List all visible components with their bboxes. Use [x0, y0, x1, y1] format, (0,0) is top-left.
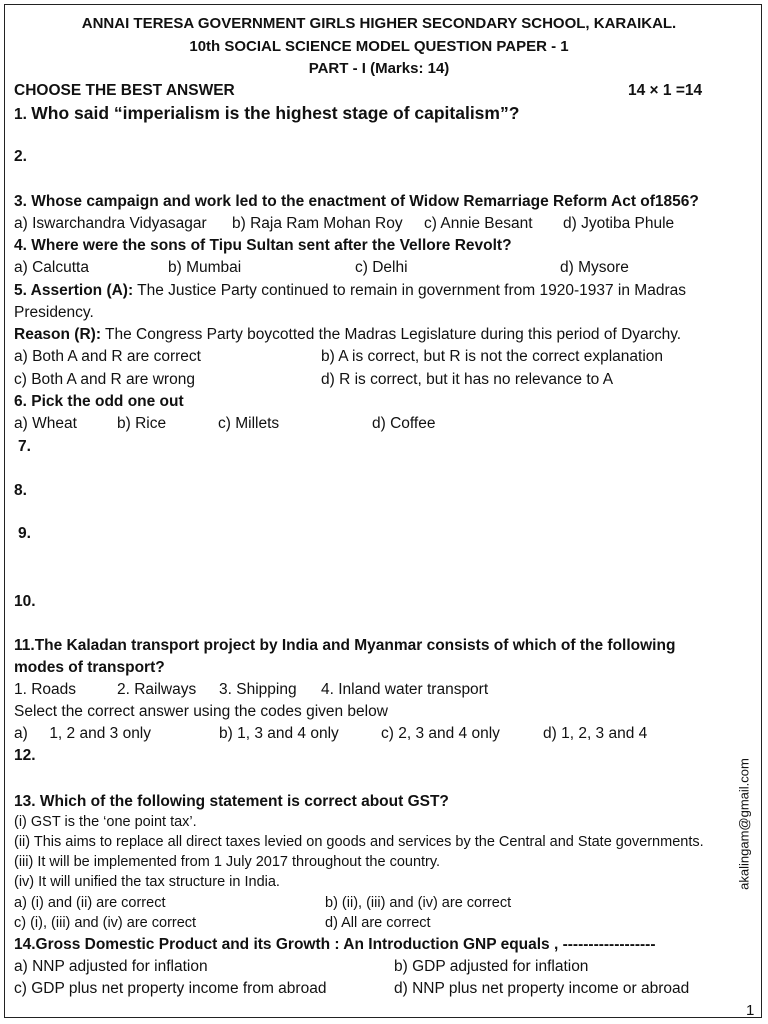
option: b) GDP adjusted for inflation	[394, 958, 589, 975]
option: b) Mumbai	[168, 259, 242, 276]
option: a) Wheat	[14, 415, 77, 432]
question-2: 2.	[14, 148, 27, 165]
option: a) 1, 2 and 3 only	[14, 725, 152, 742]
section-instruction: CHOOSE THE BEST ANSWER	[14, 82, 235, 99]
question-4: 4. Where were the sons of Tipu Sultan sent after the Vellore Revolt?	[14, 237, 512, 254]
question-text: Who said “imperialism is the highest stage of capitalism”?	[31, 103, 520, 123]
option: c) GDP plus net property income from abroad	[14, 980, 327, 997]
question-10: 10.	[14, 593, 36, 610]
reason-label: Reason (R):	[14, 326, 101, 343]
option: b) A is correct, but R is not the correct explanation	[321, 348, 664, 365]
question-12: 12.	[14, 747, 36, 764]
question-9: 9.	[18, 525, 31, 542]
statement: (iv) It will unified the tax structure in India.	[14, 874, 280, 890]
option: a) Both A and R are correct	[14, 348, 201, 365]
assertion-continuation: Presidency.	[14, 304, 94, 321]
option: c) Delhi	[355, 259, 408, 276]
author-email: akalingam@gmail.com	[736, 758, 752, 890]
list-item: 4. Inland water transport	[321, 681, 489, 698]
option: a) Iswarchandra Vidyasagar	[14, 215, 207, 232]
option: b) (ii), (iii) and (iv) are correct	[325, 895, 512, 911]
option: d) NNP plus net property income or abroad	[394, 980, 690, 997]
question-13: 13. Which of the following statement is correct about GST?	[14, 793, 449, 810]
question-7: 7.	[18, 438, 31, 455]
option: b) 1, 3 and 4 only	[219, 725, 339, 742]
option: a) (i) and (ii) are correct	[14, 895, 166, 911]
option: d) Jyotiba Phule	[563, 215, 675, 232]
option: d) All are correct	[325, 915, 431, 931]
school-name: ANNAI TERESA GOVERNMENT GIRLS HIGHER SECONDARY SCHOOL, KARAIKAL.	[81, 15, 677, 32]
question-5-assertion	[14, 281, 686, 301]
option: d) Mysore	[560, 259, 629, 276]
option: c) Millets	[218, 415, 280, 432]
reason-text: The Congress Party boycotted the Madras Legislature during this period of Dyarchy.	[100, 326, 682, 343]
option: c) 2, 3 and 4 only	[381, 725, 500, 742]
page-number: 1	[746, 1002, 755, 1019]
assertion-text: The Justice Party continued to remain in government from 1920-1937 in Madras	[133, 282, 686, 299]
statement: (iii) It will be implemented from 1 July 2017 throughout the country.	[14, 854, 441, 870]
question-number: 1.	[14, 106, 27, 123]
option: d) 1, 2, 3 and 4	[543, 725, 648, 742]
assertion-label: 5. Assertion (A):	[14, 282, 134, 299]
option: a) NNP adjusted for inflation	[14, 958, 208, 975]
question-8: 8.	[14, 482, 27, 499]
option: d) Coffee	[372, 415, 436, 432]
statement: (i) GST is the ‘one point tax’.	[14, 814, 197, 830]
option: c) Annie Besant	[424, 215, 533, 232]
option: b) Raja Ram Mohan Roy	[232, 215, 403, 232]
question-11-continuation: modes of transport?	[14, 659, 165, 676]
question-14: 14.Gross Domestic Product and its Growth : An Introduction GNP equals , ------------------	[14, 936, 656, 953]
list-item: 1. Roads	[14, 681, 77, 698]
question-11: 11.The Kaladan transport project by India and Myanmar consists of which of the following	[14, 637, 676, 654]
list-item: 2. Railways	[117, 681, 197, 698]
option: a) Calcutta	[14, 259, 89, 276]
section-marks: 14 × 1 =14	[628, 82, 703, 99]
option: d) R is correct, but it has no relevance to A	[321, 371, 614, 388]
paper-title: 10th SOCIAL SCIENCE MODEL QUESTION PAPER - 1	[189, 38, 569, 55]
option: c) (i), (iii) and (iv) are correct	[14, 915, 197, 931]
statement: (ii) This aims to replace all direct taxes levied on goods and services by the Central and State governments.	[14, 834, 704, 850]
question-1	[14, 103, 519, 125]
list-item: 3. Shipping	[219, 681, 297, 698]
question-5-reason	[14, 325, 681, 345]
option: b) Rice	[117, 415, 167, 432]
part-title: PART - I (Marks: 14)	[308, 60, 450, 77]
answer-instruction: Select the correct answer using the codes given below	[14, 703, 388, 720]
question-6: 6. Pick the odd one out	[14, 393, 184, 410]
question-3: 3. Whose campaign and work led to the enactment of Widow Remarriage Reform Act of1856?	[14, 193, 699, 210]
option: c) Both A and R are wrong	[14, 371, 195, 388]
